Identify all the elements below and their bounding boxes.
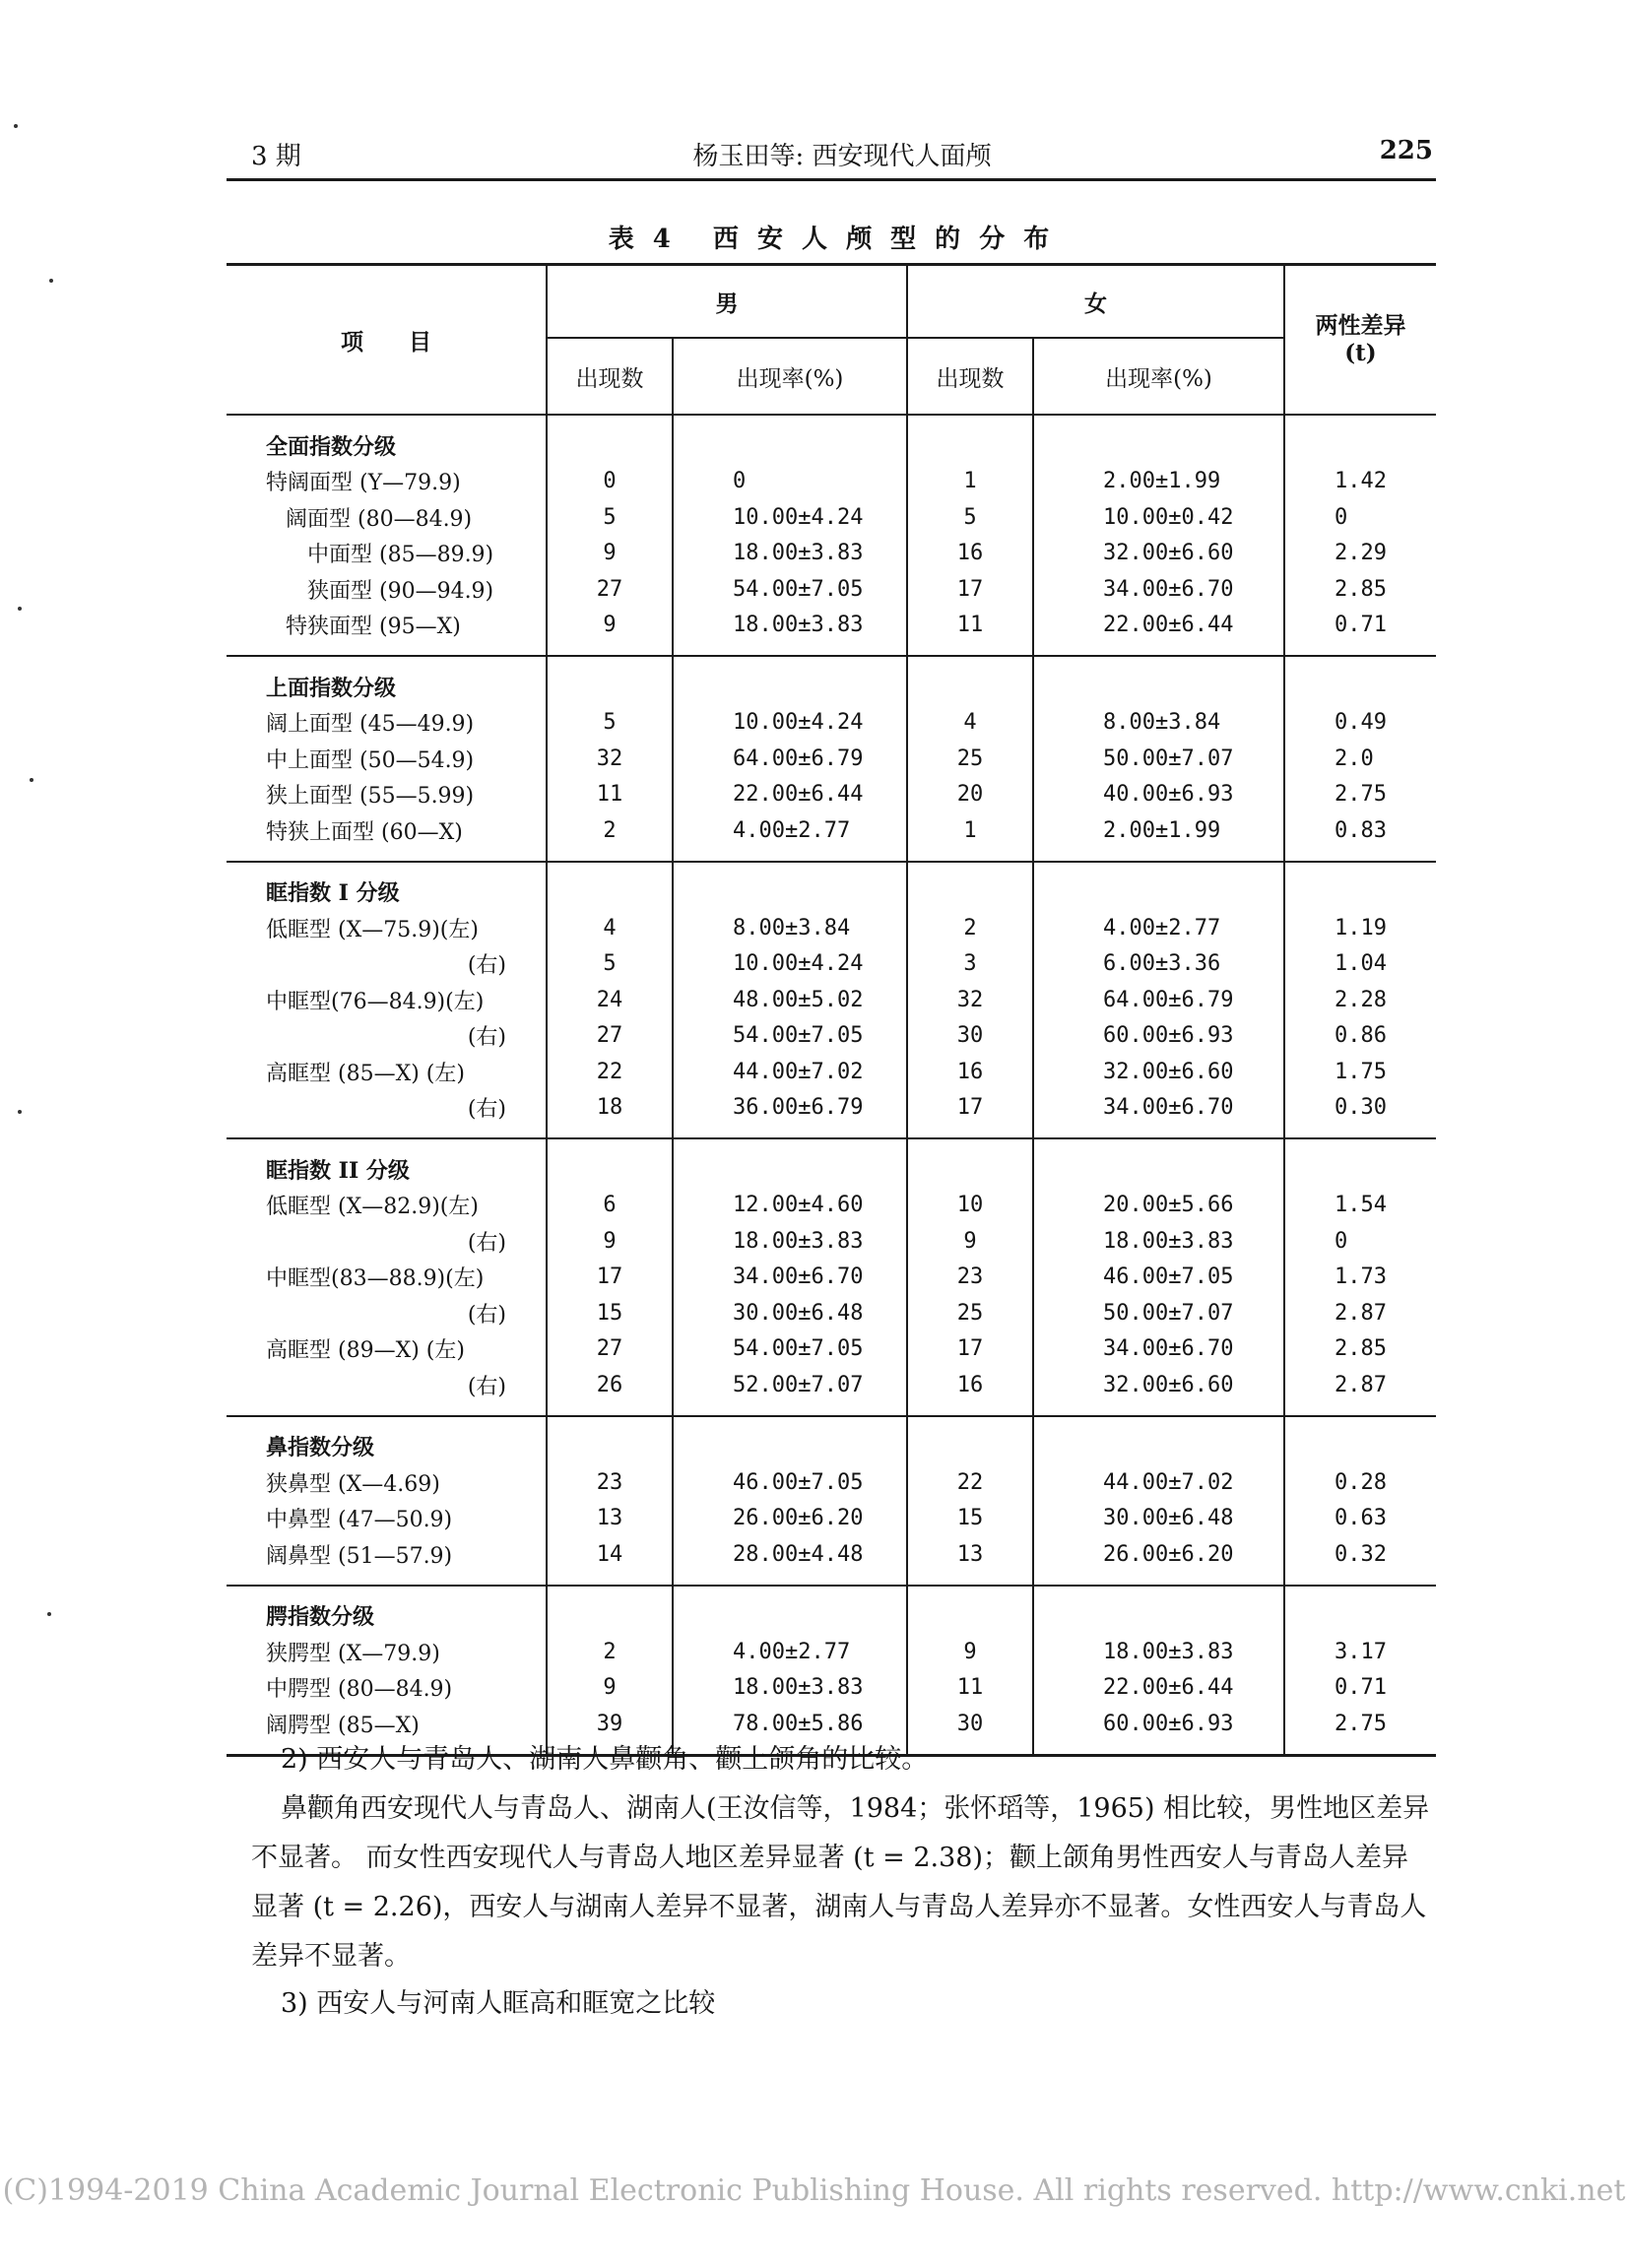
table-row [227, 1536, 1436, 1586]
female-rate-cell: 32.00±6.60 [1033, 1367, 1284, 1416]
female-rate-cell: 18.00±3.83 [1033, 1223, 1284, 1260]
table-row [227, 608, 1436, 657]
t-value-cell: 1.54 [1284, 1188, 1436, 1224]
male-rate-cell: 46.00±7.05 [673, 1464, 907, 1501]
t-value-cell: 0.71 [1284, 608, 1436, 657]
scan-speck [18, 1110, 22, 1114]
row-label: 高眶型 (85—X) (左) [266, 1061, 465, 1086]
row-label: 低眶型 (X—82.9)(左) [266, 1195, 479, 1220]
t-value-cell: 1.19 [1284, 910, 1436, 946]
male-rate-cell: 18.00±3.83 [673, 1670, 907, 1707]
t-value-cell: 3.17 [1284, 1634, 1436, 1670]
female-count-cell: 22 [907, 1464, 1033, 1501]
female-rate-cell [1033, 1138, 1284, 1188]
male-count-cell: 5 [547, 946, 673, 983]
female-count-cell: 11 [907, 608, 1033, 657]
male-count-cell: 9 [547, 536, 673, 572]
row-label: 中眶型(83—88.9)(左) [266, 1266, 485, 1292]
row-label: 低眶型 (X—75.9)(左) [266, 917, 479, 942]
male-rate-cell: 30.00±6.48 [673, 1295, 907, 1331]
male-count-cell: 27 [547, 1018, 673, 1055]
row-label: 狭鼻型 (X—4.69) [266, 1471, 440, 1497]
table-title: 西 安 人 颅 型 的 分 布 [712, 225, 1055, 254]
female-count-cell: 1 [907, 812, 1033, 862]
row-label: 中鼻型 (47—50.9) [266, 1508, 453, 1533]
table-row [227, 499, 1436, 536]
table-row [227, 1188, 1436, 1224]
table-row [227, 1223, 1436, 1260]
row-label: 中面型 (85—89.9) [307, 543, 494, 568]
male-count-cell: 11 [547, 777, 673, 813]
table-row [227, 946, 1436, 983]
table-row [227, 1054, 1436, 1090]
male-rate-cell: 10.00±4.24 [673, 946, 907, 983]
male-rate-cell: 52.00±7.07 [673, 1367, 907, 1416]
female-rate-cell: 34.00±6.70 [1033, 571, 1284, 608]
female-rate-cell: 64.00±6.79 [1033, 982, 1284, 1018]
column-header-female: 女 [907, 265, 1284, 339]
female-rate-cell: 60.00±6.93 [1033, 1018, 1284, 1055]
t-value-cell: 1.04 [1284, 946, 1436, 983]
female-count-cell [907, 1416, 1033, 1465]
t-value-cell: 2.0 [1284, 741, 1436, 777]
scan-speck [18, 607, 22, 611]
male-rate-cell: 34.00±6.70 [673, 1260, 907, 1296]
female-rate-cell: 60.00±6.93 [1033, 1706, 1284, 1755]
female-rate-cell [1033, 656, 1284, 705]
female-count-cell: 17 [907, 1331, 1033, 1368]
male-rate-cell: 18.00±3.83 [673, 608, 907, 657]
t-value-cell [1284, 1586, 1436, 1635]
row-label: 特阔面型 (Y—79.9) [266, 471, 461, 496]
row-label: (右) [227, 1090, 547, 1139]
female-rate-cell: 10.00±0.42 [1033, 499, 1284, 536]
male-rate-cell [673, 1586, 907, 1635]
table-body [227, 415, 1436, 1755]
table-row [227, 1464, 1436, 1501]
male-rate-cell: 12.00±4.60 [673, 1188, 907, 1224]
male-count-cell: 24 [547, 982, 673, 1018]
t-value-cell: 2.87 [1284, 1295, 1436, 1331]
male-count-cell: 14 [547, 1536, 673, 1586]
female-count-cell: 16 [907, 536, 1033, 572]
male-rate-cell [673, 1138, 907, 1188]
male-count-cell: 26 [547, 1367, 673, 1416]
running-title: 杨玉田等: 西安现代人面颅 [692, 142, 992, 171]
female-count-cell: 23 [907, 1260, 1033, 1296]
male-rate-cell: 8.00±3.84 [673, 910, 907, 946]
male-count-cell: 0 [547, 464, 673, 500]
table-row [227, 982, 1436, 1018]
t-value-cell: 0.30 [1284, 1090, 1436, 1139]
female-rate-cell: 26.00±6.20 [1033, 1536, 1284, 1586]
male-rate-cell: 10.00±4.24 [673, 499, 907, 536]
female-count-cell: 9 [907, 1634, 1033, 1670]
column-header-female-rate: 出现率(%) [1033, 338, 1284, 415]
section-header-row [227, 1416, 1436, 1465]
female-count-cell: 17 [907, 571, 1033, 608]
female-rate-cell: 46.00±7.05 [1033, 1260, 1284, 1296]
column-header-male-rate: 出现率(%) [673, 338, 907, 415]
row-label: (右) [467, 1302, 506, 1328]
column-header-sex-difference [1284, 265, 1436, 416]
section-header-row [227, 656, 1436, 705]
female-rate-cell: 50.00±7.07 [1033, 1295, 1284, 1331]
t-value-cell [1284, 1138, 1436, 1188]
male-count-cell: 4 [547, 910, 673, 946]
table-row [227, 812, 1436, 862]
row-label: 中上面型 (50—54.9) [266, 747, 475, 773]
row-label: 狭上面型 (55—5.99) [266, 784, 475, 810]
male-rate-cell: 4.00±2.77 [673, 1634, 907, 1670]
female-count-cell: 11 [907, 1670, 1033, 1707]
section-header-row [227, 415, 1436, 464]
scan-speck [49, 279, 53, 283]
t-value-cell: 0 [1284, 499, 1436, 536]
male-rate-cell: 18.00±3.83 [673, 536, 907, 572]
column-header-item: 项 目 [227, 265, 547, 416]
table-row [227, 1331, 1436, 1368]
male-count-cell [547, 656, 673, 705]
scan-speck [14, 124, 18, 128]
t-value-cell: 2.85 [1284, 1331, 1436, 1368]
male-count-cell: 22 [547, 1054, 673, 1090]
female-count-cell: 3 [907, 946, 1033, 983]
table-row [227, 1260, 1436, 1296]
column-header-male-count: 出现数 [547, 338, 673, 415]
t-value-cell [1284, 1416, 1436, 1465]
t-value-cell: 0.49 [1284, 705, 1436, 742]
t-value-cell: 0.86 [1284, 1018, 1436, 1055]
t-value-cell: 0.32 [1284, 1536, 1436, 1586]
scan-speck [30, 778, 33, 782]
table-row [227, 1634, 1436, 1670]
row-label: 阔鼻型 (51—57.9) [227, 1536, 547, 1586]
table-row [227, 910, 1436, 946]
male-rate-cell [673, 415, 907, 464]
male-rate-cell: 18.00±3.83 [673, 1223, 907, 1260]
copyright-footer: (C)1994-2019 China Academic Journal Electronic Publishing House. All rights reserved. http://www.cnki.net [2, 2173, 1626, 2208]
table-row [227, 1018, 1436, 1055]
female-count-cell: 30 [907, 1018, 1033, 1055]
section-header-row [227, 862, 1436, 911]
male-rate-cell: 36.00±6.79 [673, 1090, 907, 1139]
row-label: 阔腭型 (85—X) [227, 1706, 547, 1755]
male-rate-cell: 54.00±7.05 [673, 1018, 907, 1055]
male-count-cell: 23 [547, 1464, 673, 1501]
male-count-cell [547, 1138, 673, 1188]
row-label: (右) [467, 1025, 506, 1051]
table-number: 表 4 [608, 225, 676, 254]
row-label: 特狭上面型 (60—X) [227, 812, 547, 862]
table-row [227, 1295, 1436, 1331]
t-value-cell: 0.71 [1284, 1670, 1436, 1707]
section-title: 腭指数分级 [266, 1604, 375, 1631]
female-rate-cell: 44.00±7.02 [1033, 1464, 1284, 1501]
male-rate-cell: 54.00±7.05 [673, 571, 907, 608]
t-value-cell: 0 [1284, 1223, 1436, 1260]
female-rate-cell: 34.00±6.70 [1033, 1090, 1284, 1139]
female-rate-cell: 22.00±6.44 [1033, 1670, 1284, 1707]
table-row [227, 1501, 1436, 1537]
female-rate-cell [1033, 1416, 1284, 1465]
row-label: 狭腭型 (X—79.9) [266, 1641, 440, 1666]
male-count-cell [547, 1416, 673, 1465]
column-header-female-count: 出现数 [907, 338, 1033, 415]
male-count-cell: 6 [547, 1188, 673, 1224]
paragraph-section-3-heading: 3) 西安人与河南人眶高和眶宽之比较 [281, 1988, 716, 2019]
male-count-cell: 13 [547, 1501, 673, 1537]
sex-difference-label: 两性差异 [1315, 312, 1406, 340]
table-row [227, 464, 1436, 500]
section-title: 眶指数 II 分级 [266, 1157, 410, 1184]
female-count-cell: 20 [907, 777, 1033, 813]
male-rate-cell [673, 862, 907, 911]
table-row [227, 571, 1436, 608]
male-count-cell [547, 862, 673, 911]
female-count-cell: 16 [907, 1054, 1033, 1090]
female-rate-cell [1033, 415, 1284, 464]
female-count-cell [907, 1586, 1033, 1635]
male-count-cell: 9 [547, 1670, 673, 1707]
female-count-cell: 10 [907, 1188, 1033, 1224]
row-label: (右) [467, 953, 506, 979]
female-count-cell: 9 [907, 1223, 1033, 1260]
t-value-cell: 2.75 [1284, 1706, 1436, 1755]
female-rate-cell: 18.00±3.83 [1033, 1634, 1284, 1670]
female-count-cell [907, 862, 1033, 911]
female-rate-cell: 4.00±2.77 [1033, 910, 1284, 946]
male-rate-cell: 54.00±7.05 [673, 1331, 907, 1368]
male-count-cell: 5 [547, 499, 673, 536]
paragraph-body: 鼻颧角西安现代人与青岛人、湖南人(王汝信等，1984；张怀瑫等，1965) 相比较，男性地区差异不显著。 而女性西安现代人与青岛人地区差异显著 (t = 2.38)；颧上颌角男性西安人与青岛人差异显著 (t = 2.26)，西安人与湖南人差异不显著，湖南人与青岛人差异亦不显著。女性西安人与青岛人差异不显著。 [251, 1793, 1430, 1972]
section-title: 鼻指数分级 [266, 1435, 375, 1461]
male-rate-cell: 10.00±4.24 [673, 705, 907, 742]
male-count-cell: 18 [547, 1090, 673, 1139]
male-rate-cell: 78.00±5.86 [673, 1706, 907, 1755]
t-value-cell [1284, 415, 1436, 464]
male-rate-cell: 28.00±4.48 [673, 1536, 907, 1586]
female-rate-cell: 50.00±7.07 [1033, 741, 1284, 777]
female-count-cell: 16 [907, 1367, 1033, 1416]
female-rate-cell: 40.00±6.93 [1033, 777, 1284, 813]
female-rate-cell: 8.00±3.84 [1033, 705, 1284, 742]
sex-difference-unit: (t) [1344, 340, 1377, 366]
female-count-cell [907, 656, 1033, 705]
page-number: 225 [1379, 136, 1433, 165]
male-rate-cell: 64.00±6.79 [673, 741, 907, 777]
t-value-cell: 1.73 [1284, 1260, 1436, 1296]
t-value-cell: 1.42 [1284, 464, 1436, 500]
female-rate-cell: 30.00±6.48 [1033, 1501, 1284, 1537]
row-label: (右) [227, 1367, 547, 1416]
male-count-cell [547, 1586, 673, 1635]
column-header-male: 男 [547, 265, 907, 339]
female-rate-cell: 32.00±6.60 [1033, 536, 1284, 572]
running-header [251, 136, 1433, 175]
t-value-cell: 2.85 [1284, 571, 1436, 608]
table-row [227, 741, 1436, 777]
male-rate-cell: 44.00±7.02 [673, 1054, 907, 1090]
female-rate-cell: 2.00±1.99 [1033, 464, 1284, 500]
female-count-cell: 17 [907, 1090, 1033, 1139]
row-label: 中眶型(76—84.9)(左) [266, 989, 485, 1014]
row-label: (右) [467, 1230, 506, 1256]
table-row [227, 705, 1436, 742]
male-rate-cell [673, 656, 907, 705]
female-rate-cell: 6.00±3.36 [1033, 946, 1284, 983]
male-count-cell: 9 [547, 608, 673, 657]
female-count-cell: 1 [907, 464, 1033, 500]
female-rate-cell [1033, 1586, 1284, 1635]
female-rate-cell: 32.00±6.60 [1033, 1054, 1284, 1090]
male-count-cell: 17 [547, 1260, 673, 1296]
female-rate-cell: 2.00±1.99 [1033, 812, 1284, 862]
t-value-cell: 2.28 [1284, 982, 1436, 1018]
issue-number: 3 期 [251, 142, 301, 171]
female-rate-cell: 34.00±6.70 [1033, 1331, 1284, 1368]
section-header-row [227, 1138, 1436, 1188]
female-count-cell: 4 [907, 705, 1033, 742]
male-rate-cell: 26.00±6.20 [673, 1501, 907, 1537]
male-count-cell [547, 415, 673, 464]
female-count-cell [907, 415, 1033, 464]
row-label: 阔上面型 (45—49.9) [266, 712, 475, 738]
header-rule [227, 178, 1436, 181]
t-value-cell: 0.83 [1284, 812, 1436, 862]
skull-type-distribution-table [227, 263, 1436, 1757]
female-count-cell: 5 [907, 499, 1033, 536]
t-value-cell: 1.75 [1284, 1054, 1436, 1090]
row-label: 特狭面型 (95—X) [227, 608, 547, 657]
t-value-cell [1284, 656, 1436, 705]
row-label: 高眶型 (89—X) (左) [266, 1338, 465, 1364]
t-value-cell: 2.75 [1284, 777, 1436, 813]
female-rate-cell: 20.00±5.66 [1033, 1188, 1284, 1224]
row-label: 阔面型 (80—84.9) [286, 506, 473, 532]
t-value-cell: 0.63 [1284, 1501, 1436, 1537]
male-count-cell: 2 [547, 812, 673, 862]
section-title: 眶指数 I 分级 [266, 880, 400, 907]
male-count-cell: 27 [547, 1331, 673, 1368]
female-count-cell: 15 [907, 1501, 1033, 1537]
table-row [227, 1367, 1436, 1416]
t-value-cell: 2.29 [1284, 536, 1436, 572]
female-count-cell: 13 [907, 1536, 1033, 1586]
table-row [227, 536, 1436, 572]
male-rate-cell: 4.00±2.77 [673, 812, 907, 862]
male-count-cell: 5 [547, 705, 673, 742]
male-rate-cell [673, 1416, 907, 1465]
female-count-cell: 25 [907, 741, 1033, 777]
male-count-cell: 39 [547, 1706, 673, 1755]
male-rate-cell: 0 [673, 464, 907, 500]
row-label: 中腭型 (80—84.9) [266, 1677, 453, 1703]
paragraph-section-2-heading: 2) 西安人与青岛人、湖南人鼻颧角、颧上颌角的比较。 [281, 1744, 929, 1775]
male-count-cell: 15 [547, 1295, 673, 1331]
row-label: 狭面型 (90—94.9) [307, 578, 494, 604]
female-count-cell: 30 [907, 1706, 1033, 1755]
section-header-row [227, 1586, 1436, 1635]
section-title: 全面指数分级 [266, 433, 397, 460]
female-count-cell: 2 [907, 910, 1033, 946]
table-row [227, 777, 1436, 813]
table-row [227, 1090, 1436, 1139]
female-rate-cell [1033, 862, 1284, 911]
t-value-cell: 0.28 [1284, 1464, 1436, 1501]
female-count-cell [907, 1138, 1033, 1188]
female-rate-cell: 22.00±6.44 [1033, 608, 1284, 657]
male-count-cell: 27 [547, 571, 673, 608]
t-value-cell [1284, 862, 1436, 911]
female-count-cell: 25 [907, 1295, 1033, 1331]
t-value-cell: 2.87 [1284, 1367, 1436, 1416]
male-count-cell: 2 [547, 1634, 673, 1670]
table-caption [227, 219, 1436, 255]
table-row [227, 1670, 1436, 1707]
section-title: 上面指数分级 [266, 675, 397, 701]
male-rate-cell: 22.00±6.44 [673, 777, 907, 813]
scan-speck [47, 1612, 51, 1616]
male-count-cell: 9 [547, 1223, 673, 1260]
male-count-cell: 32 [547, 741, 673, 777]
male-rate-cell: 48.00±5.02 [673, 982, 907, 1018]
female-count-cell: 32 [907, 982, 1033, 1018]
